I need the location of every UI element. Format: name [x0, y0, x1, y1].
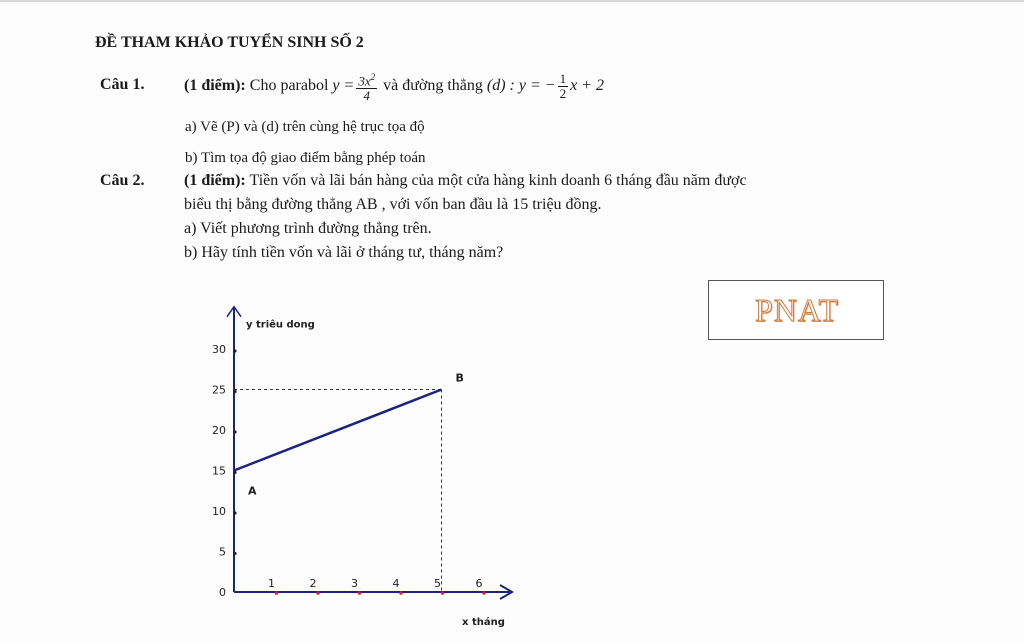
y-tick-label: 30: [212, 343, 226, 356]
q2-line1: [184, 172, 747, 190]
y-tick-label: 15: [212, 464, 226, 478]
q1-parabola-fraction: [356, 70, 377, 103]
point-label-A: A: [248, 484, 257, 498]
q2-part-b: b) Hãy tính tiền vốn và lãi ở tháng tư, tháng năm?: [184, 244, 504, 261]
y-tick-label: 0: [219, 586, 226, 599]
line-AB: [234, 390, 442, 471]
q1-label: Câu 1.: [100, 76, 145, 93]
x-tick-label: 6: [475, 577, 483, 590]
q1-points: (1 điểm):: [184, 77, 246, 94]
q2-line2: biểu thị bằng đường thẳng AB , với vốn ban đầu là 15 triệu đồng.: [184, 196, 602, 213]
y-tick-label: 5: [219, 545, 226, 559]
q2-line1-text: Tiền vốn và lãi bán hàng của một cửa hàng kinh doanh 6 tháng đầu năm được: [249, 172, 747, 189]
q1-parabola-lhs: y =: [332, 77, 355, 94]
q2-label: Câu 2.: [100, 172, 145, 189]
q1-parabola-numerator: 3x: [358, 72, 371, 88]
q1-parabola-denominator: 4: [363, 87, 370, 103]
q1-line-denominator: 2: [559, 85, 567, 101]
y-tick-mark: [233, 430, 236, 433]
y-tick-mark: [233, 511, 236, 514]
x-tick-mark: [399, 591, 403, 595]
x-tick-label: 5: [434, 577, 441, 590]
q2-points: (1 điểm):: [184, 172, 246, 189]
y-tick-mark: [233, 552, 236, 555]
x-tick-label: 2: [309, 577, 317, 590]
x-tick-label: 3: [351, 577, 358, 590]
line-chart: [190, 270, 590, 640]
q1-line-tail: x + 2: [570, 77, 604, 94]
x-tick-mark: [441, 591, 445, 595]
q1-part-b: b) Tìm tọa độ giao điểm bằng phép toán: [185, 150, 426, 166]
q1-mid: và đường thẳng: [383, 77, 483, 94]
q1-line-name: (d) : y = −: [486, 77, 556, 94]
top-border: [0, 0, 1024, 2]
pnat-logo: PNAT: [754, 292, 839, 328]
x-axis-label: x tháng: [462, 617, 505, 628]
y-tick-label: 20: [212, 424, 226, 437]
y-axis-label: y triêu dong: [246, 319, 315, 331]
y-tick-label: 10: [212, 505, 226, 518]
x-tick-mark: [316, 591, 320, 595]
x-tick-mark: [482, 591, 486, 595]
y-tick-mark: [233, 390, 236, 393]
q1-line-fraction: [558, 72, 569, 101]
x-tick-mark: [275, 591, 279, 595]
q1-part-a: a) Vẽ (P) và (d) trên cùng hệ trục tọa độ: [185, 119, 425, 135]
y-tick-mark: [233, 349, 236, 352]
q2-part-a: a) Viết phương trình đường thẳng trên.: [184, 220, 432, 237]
q1-parabola-exponent: 2: [370, 71, 376, 82]
y-tick-label: 25: [212, 383, 226, 397]
x-tick-label: 4: [392, 577, 400, 590]
point-label-B: B: [455, 371, 464, 385]
logo-box: [708, 280, 884, 340]
q1-line-numerator: 1: [559, 70, 567, 86]
x-tick-mark: [358, 591, 362, 595]
q1-statement: [184, 64, 604, 108]
x-tick-label: 1: [268, 577, 275, 590]
doc-title: ĐỀ THAM KHẢO TUYỂN SINH SỐ 2: [95, 34, 364, 51]
q1-intro: Cho parabol: [249, 77, 329, 94]
